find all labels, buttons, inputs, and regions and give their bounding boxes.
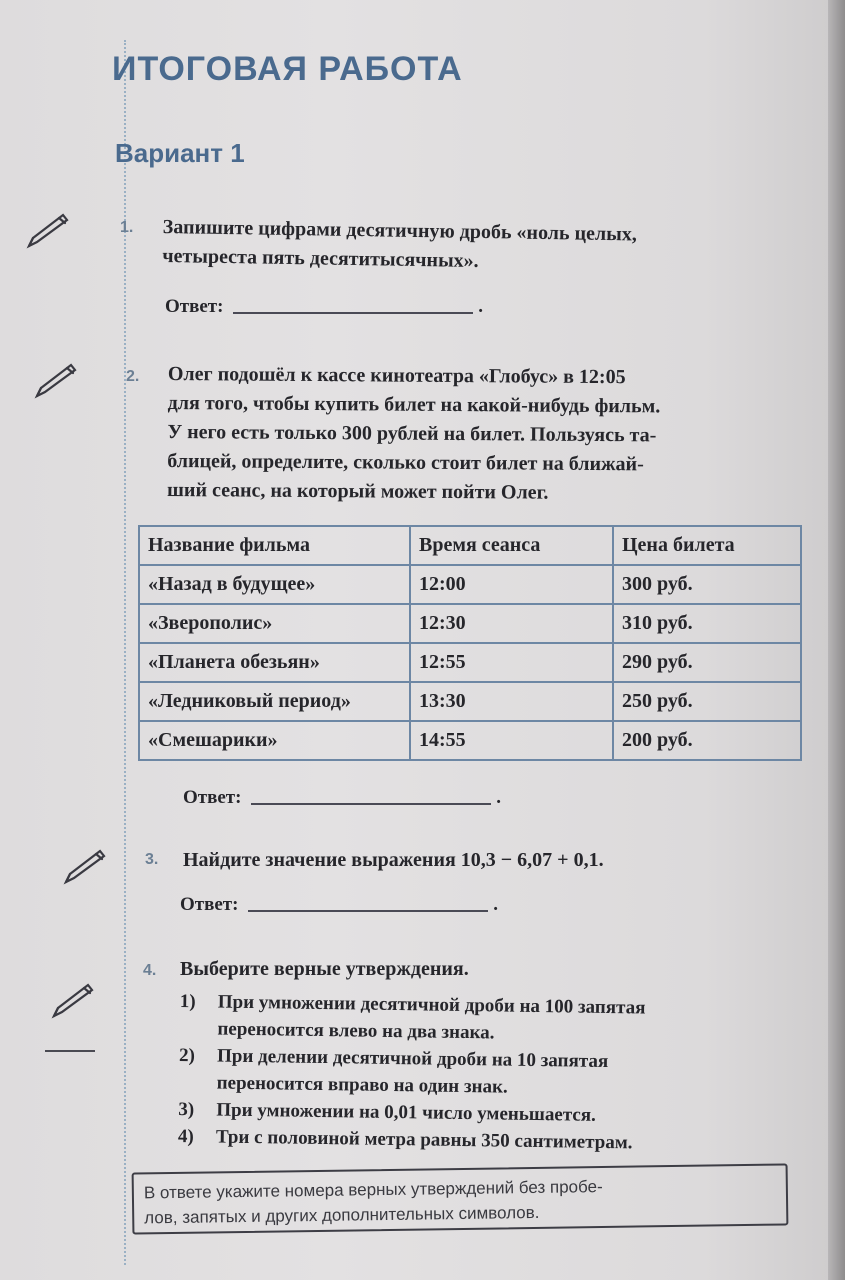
pencil-icon (33, 362, 81, 402)
page-edge (828, 0, 845, 1280)
instruction-line: В ответе укажите номера верных утверждений без пробе- (143, 1177, 603, 1203)
table-cell: «Смешарики» (139, 721, 410, 760)
table-row (139, 721, 801, 760)
question-2-line: У него есть только 300 рублей на билет. Пользуясь та- (167, 420, 657, 447)
statements-list (178, 988, 646, 1156)
table-cell: «Зверополис» (139, 604, 410, 643)
table-cell: 250 руб. (613, 682, 801, 721)
table-row (139, 604, 801, 643)
question-3-number: 3. (145, 851, 159, 868)
question-3-text: Найдите значение выражения 10,3 − 6,07 + 0,1. (183, 849, 604, 871)
pencil-icon (25, 212, 73, 252)
table-cell: 12:30 (410, 604, 613, 643)
question-1-line: четыреста пять десятитысячных». (162, 244, 479, 272)
table-cell: «Назад в будущее» (139, 565, 410, 604)
question-1-line: Запишите цифрами десятичную дробь «ноль целых, (162, 215, 637, 246)
table-cell: 13:30 (410, 682, 613, 721)
table-cell: 14:55 (410, 721, 613, 760)
table-header: Название фильма (139, 526, 410, 565)
answer-line[interactable] (248, 910, 488, 912)
margin-rule (45, 1050, 95, 1052)
table-header-row (139, 526, 801, 565)
list-item: 1) При умножении десятичной дроби на 100 запятая (179, 990, 646, 1019)
question-3-answer: Ответ: . (180, 894, 498, 915)
list-item: переносится вправо на один знак. (216, 1072, 508, 1098)
question-4-number: 4. (143, 962, 157, 979)
table-header: Цена билета (613, 526, 801, 565)
list-item: 3) При умножении на 0,01 число уменьшается. (178, 1098, 597, 1126)
schedule-table (138, 525, 802, 761)
question-1-text (162, 213, 637, 278)
table-row (139, 565, 801, 604)
answer-line[interactable] (251, 803, 491, 805)
answer-label: Ответ: (180, 894, 239, 915)
question-2-line: Олег подошёл к кассе кинотеатра «Глобус» в 12:05 (167, 362, 626, 389)
table-cell: 310 руб. (613, 604, 801, 643)
table-cell: 290 руб. (613, 643, 801, 682)
question-2-line: для того, чтобы купить билет на какой-нибудь фильм. (167, 391, 661, 418)
table-cell: «Планета обезьян» (139, 643, 410, 682)
list-item: 2) При делении десятичной дроби на 10 запятая (178, 1044, 609, 1072)
table-cell: 12:00 (410, 565, 613, 604)
list-item: 4) Три с половиной метра равны 350 сантиметрам. (177, 1125, 633, 1154)
question-2-number: 2. (126, 368, 140, 385)
table-cell: 300 руб. (613, 565, 801, 604)
table-cell: 12:55 (410, 643, 613, 682)
pencil-icon (62, 848, 110, 888)
answer-label: Ответ: (165, 296, 224, 317)
table-row (139, 643, 801, 682)
question-2-line: ший сеанс, на который может пойти Олег. (167, 478, 549, 504)
answer-line[interactable] (233, 312, 473, 314)
question-1-answer: Ответ: . (165, 296, 483, 317)
instruction-box (132, 1163, 789, 1234)
question-1-number: 1. (120, 219, 134, 236)
question-2-text (167, 360, 661, 508)
question-4-text: Выберите верные утверждения. (180, 958, 469, 980)
table-cell: 200 руб. (613, 721, 801, 760)
question-2-answer: Ответ: . (183, 787, 501, 808)
question-2-line: блицей, определите, сколько стоит билет на ближай- (167, 449, 644, 476)
answer-label: Ответ: (183, 787, 242, 808)
list-item: переносится влево на два знака. (217, 1018, 495, 1044)
page-title: ИТОГОВАЯ РАБОТА (112, 50, 463, 88)
table-header: Время сеанса (410, 526, 613, 565)
variant-heading: Вариант 1 (115, 138, 245, 168)
table-row (139, 682, 801, 721)
instruction-line: лов, запятых и других дополнительных символов. (144, 1202, 540, 1228)
table-cell: «Ледниковый период» (139, 682, 410, 721)
pencil-icon (50, 982, 98, 1022)
